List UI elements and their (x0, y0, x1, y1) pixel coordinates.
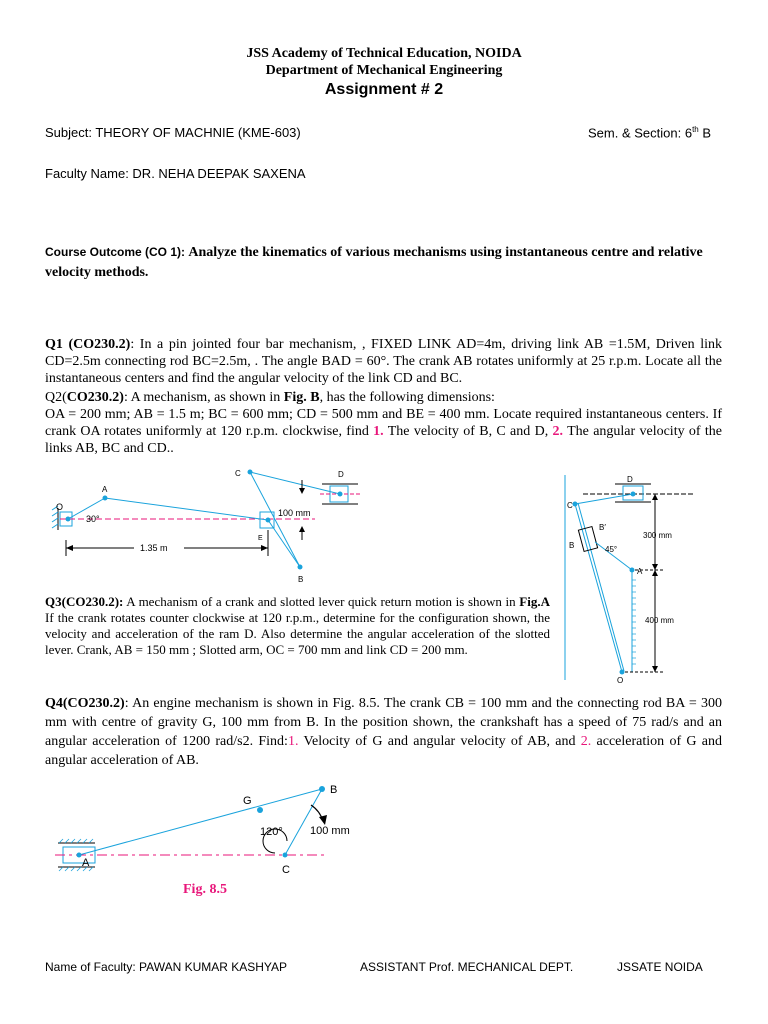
fig85-label-a: A (82, 857, 90, 869)
figb-label-d: D (338, 470, 344, 479)
fig85-caption: Fig. 8.5 (183, 882, 227, 897)
q2-n1: 1. (373, 424, 384, 439)
q3-fig: Fig.A (519, 594, 550, 609)
figb-label-o: O (56, 502, 64, 512)
q4-n1: 1. (287, 734, 299, 749)
course-outcome (45, 242, 705, 282)
figb-label-a: A (102, 485, 108, 494)
q4-n2: 2. (580, 734, 592, 749)
fig85-angle: 120° (260, 826, 283, 838)
figb-angle: 30° (86, 514, 100, 524)
sem-sup: th (692, 125, 699, 134)
question-4 (45, 694, 722, 770)
fig85-label-c: C (282, 864, 290, 876)
figure-b (40, 460, 370, 590)
fig85-label-g: G (243, 795, 252, 807)
figa-label-b: B (569, 541, 575, 550)
figb-label-b: B (298, 575, 304, 584)
figa-dim-300: 300 mm (643, 531, 672, 540)
figure-a (555, 470, 715, 685)
figa-label-a: A (637, 567, 643, 576)
figb-label-e: E (258, 535, 263, 542)
figa-label-d: D (627, 475, 633, 484)
q2-line2: OA = 200 mm; AB = 1.5 m; BC = 600 mm; CD = 500 mm and BE = 400 mm. Locate required instantaneous centers. If crank OA rotates uniformly at 120 r.p.m. clockwise, find (45, 407, 722, 439)
course-outcome-text: Analyze the kinematics of various mechanisms using instantaneous centre and relative velocity methods. (45, 245, 703, 280)
subject-line: Subject: THEORY OF MACHNIE (KME-603) (45, 125, 301, 140)
department-name: Department of Mechanical Engineering (265, 63, 503, 78)
figure-8-5 (55, 775, 350, 885)
figa-label-b2: B′ (599, 523, 606, 532)
sem-prefix: Sem. & Section: 6 (588, 125, 693, 141)
q2-text1: : A mechanism, as shown in (123, 390, 284, 405)
sem-suffix: B (698, 125, 712, 141)
q2-text2: , has the following dimensions: (319, 390, 495, 405)
figa-label-c: C (567, 501, 573, 510)
assignment-title: Assignment # 2 (324, 81, 444, 98)
figb-length: 1.35 m (140, 543, 168, 553)
q2-fig: Fig. B (283, 390, 320, 405)
q4-part1: Velocity of G and angular velocity of AB, and (298, 734, 581, 749)
institute-name: JSS Academy of Technical Education, NOIDA (246, 46, 522, 61)
q3-text2: If the crank rotates counter clockwise at 120 r.p.m., determine for the configuration shown, the velocity and acceleration of the ram D. Also determine the angular acceleration of the slotted lever. Crank, AB = 150 mm ; Slotted arm, OC = 700 mm and link CD = 200 mm. (45, 610, 550, 657)
q2-id-prefix: Q2( (45, 390, 67, 405)
q2-n2: 2. (552, 424, 564, 439)
figb-label-c: C (235, 469, 241, 478)
footer-faculty-name: Name of Faculty: PAWAN KUMAR KASHYAP (45, 960, 288, 974)
q3-text1: A mechanism of a crank and slotted lever quick return motion is shown in (123, 594, 520, 609)
footer-org: JSSATE NOIDA (617, 960, 703, 974)
faculty-line: Faculty Name: DR. NEHA DEEPAK SAXENA (45, 166, 306, 181)
q2-part1: The velocity of B, C and D, (383, 424, 553, 439)
q2-id-code: CO230.2) (66, 390, 124, 405)
fig85-crank: 100 mm (310, 825, 350, 837)
figa-dim-400: 400 mm (645, 616, 674, 625)
q1-text: : In a pin jointed four bar mechanism, , FIXED LINK AD=4m, driving link AB =1.5M, Driven link CD=2.5m connecting rod BC=2.5m, . The angle BAD = 60°. The crank AB rotates uniformly at 25 r.p.m. Locate all the instantaneous centers and find the angular velocity of the link CD and BC. (45, 337, 723, 386)
q4-id: Q4(CO230.2) (45, 696, 125, 711)
fig85-label-b: B (330, 784, 338, 796)
q4-text1: : An engine mechanism is shown in Fig. 8.5. The crank CB = 100 mm and the connecting rod BA = 300 mm with centre of gravity G, 100 mm from B. In the position shown, the crankshaft has a speed of 75 rad/s and an angular acceleration of 1200 rad/s2. Find: (45, 696, 722, 749)
figb-offset: 100 mm (278, 508, 311, 518)
question-2 (45, 389, 722, 457)
figa-angle: 45° (605, 545, 618, 554)
footer-designation: ASSISTANT Prof. MECHANICAL DEPT. (360, 960, 574, 974)
question-1 (45, 336, 722, 387)
q3-id: Q3(CO230.2): (45, 594, 124, 609)
q2-part2: The angular velocity of the links AB, BC and CD.. (45, 424, 722, 456)
sem-section (588, 125, 711, 140)
figa-label-o: O (617, 676, 624, 685)
q4-part2: acceleration of G and angular acceleration of AB. (45, 734, 722, 768)
course-outcome-label: Course Outcome (CO 1): (45, 245, 189, 259)
question-3 (45, 594, 550, 658)
q1-id: Q1 (CO230.2) (45, 337, 131, 352)
